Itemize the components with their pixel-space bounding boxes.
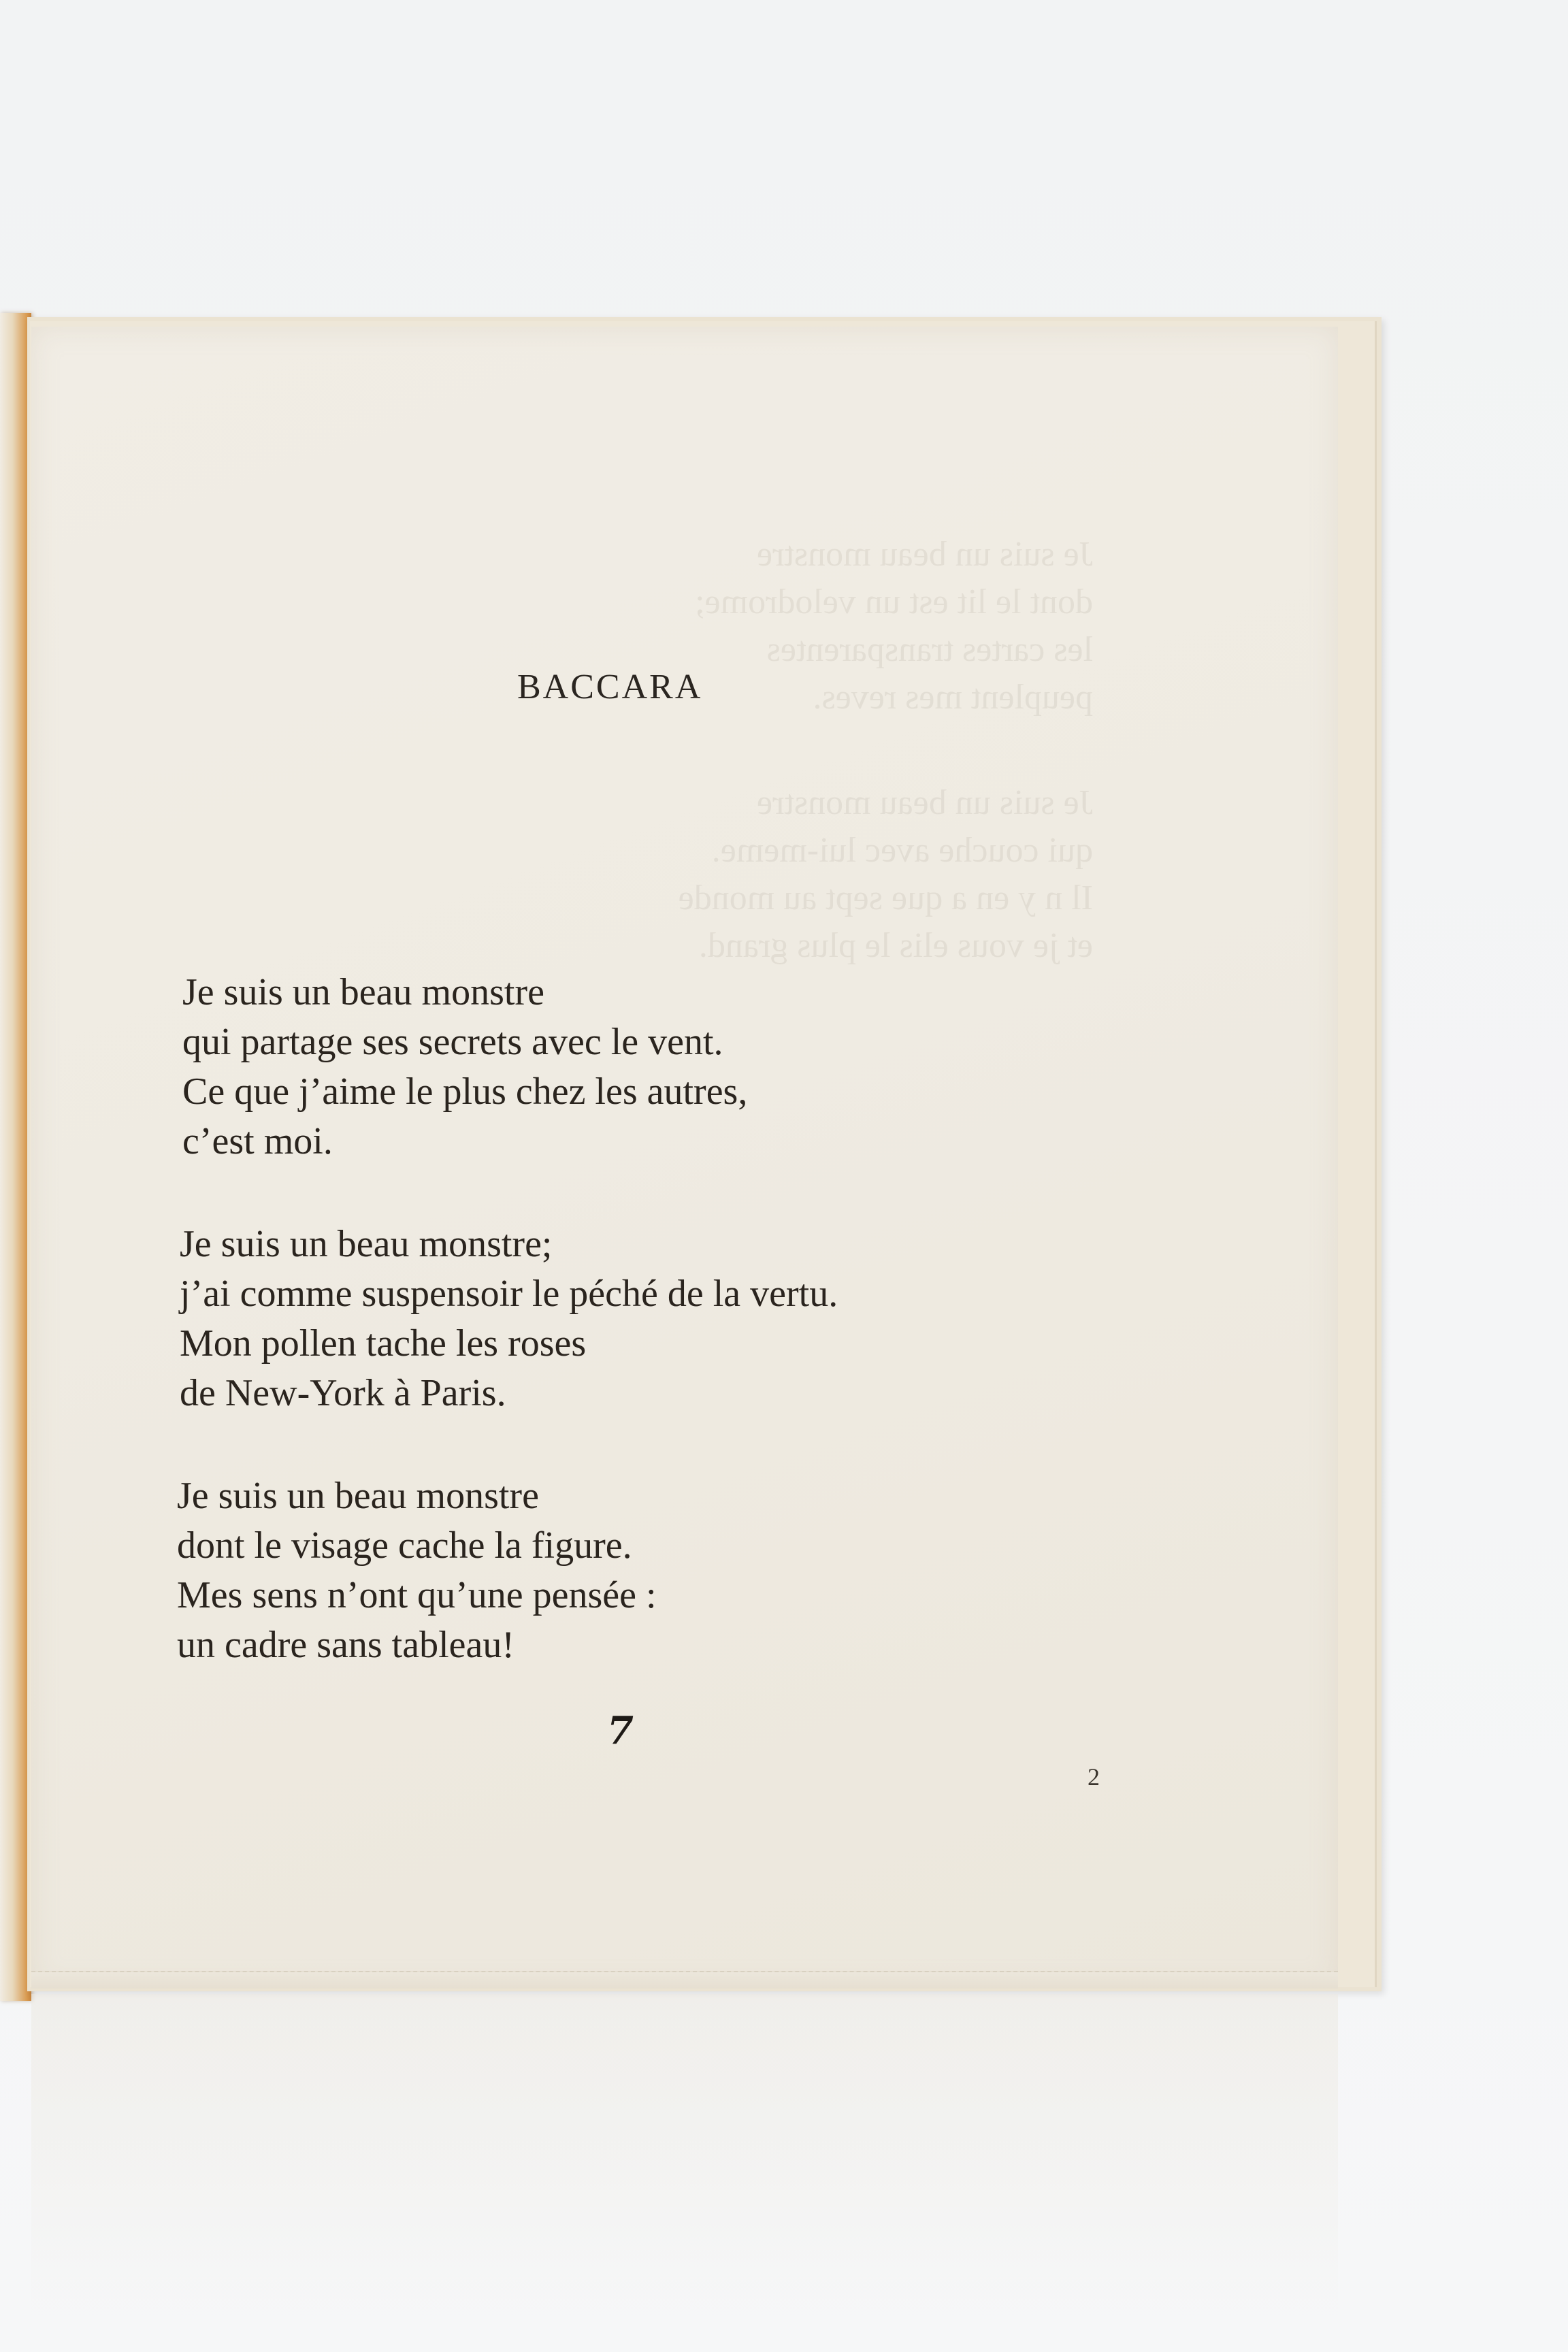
poem-line: Ce que j’aime le plus chez les autres, — [182, 1071, 748, 1113]
poem-line: Je suis un beau monstre — [182, 971, 544, 1013]
book-page — [31, 327, 1338, 1987]
poem-line: Mon pollen tache les roses — [180, 1322, 587, 1365]
stanza-3 — [177, 1471, 1198, 1670]
stanza-1 — [182, 968, 1203, 1166]
deckle-edge — [31, 1971, 1338, 1989]
poem-line: c’est moi. — [182, 1120, 333, 1162]
signature-mark: 2 — [1088, 1763, 1100, 1791]
poem-title: BACCARA — [517, 668, 703, 706]
poem-line: Je suis un beau monstre — [177, 1475, 539, 1517]
stanza-2 — [180, 1220, 1200, 1418]
poem-line: Mes sens n’ont qu’une pensée : — [177, 1574, 657, 1616]
poem-line: de New-York à Paris. — [180, 1372, 506, 1414]
poem-line: j’ai comme suspensoir le péché de la vertu. — [180, 1273, 838, 1315]
poem-line: qui partage ses secrets avec le vent. — [182, 1021, 723, 1063]
poem-line: dont le visage cache la figure. — [177, 1524, 632, 1567]
page-number: 7 — [607, 1708, 634, 1753]
poem-line: un cadre sans tableau! — [177, 1624, 514, 1666]
poem-line: Je suis un beau monstre; — [180, 1223, 553, 1265]
verso-bleed-through: Je suis un beau monstre dont le lit est un velodrome; les cartes transparentes peuplent mes reves. — [695, 535, 1093, 717]
table-reflection — [31, 1994, 1338, 2352]
verso-bleed-through: Je suis un beau monstre qui couche avec lui-meme. Il n y en a que sept au monde et je vous elis le plus grand. — [678, 783, 1093, 965]
